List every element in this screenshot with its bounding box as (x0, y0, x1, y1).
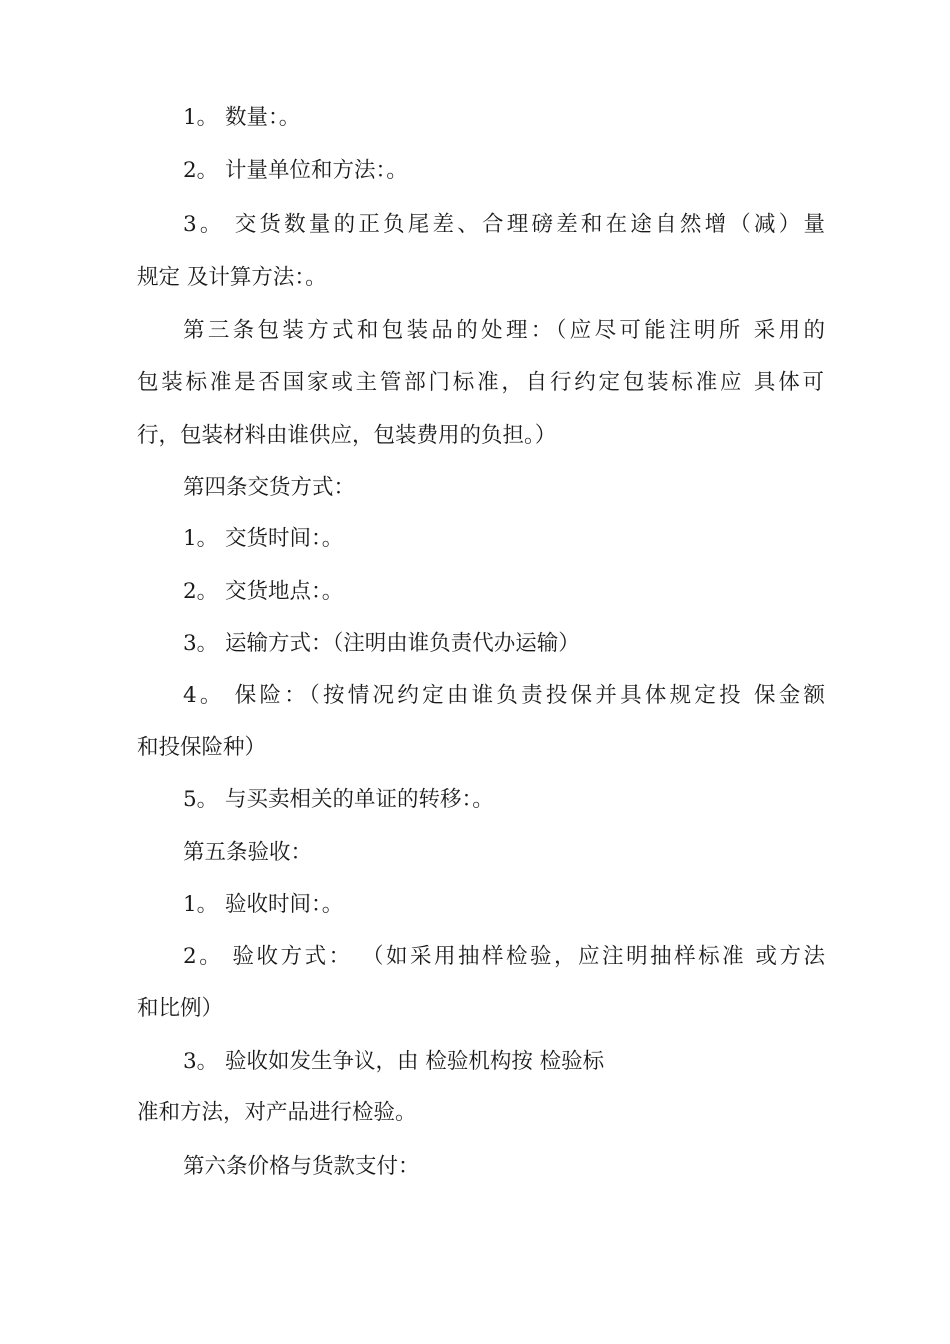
text-line: 3。 验收如发生争议，由 检验机构按 检验标 (183, 1049, 605, 1074)
text-line: 规定 及计算方法：。 (137, 265, 327, 290)
text-line: 第三条包装方式和包装品的处理：（应尽可能注明所 采用的 (183, 318, 825, 343)
text-line: 行，包装材料由谁供应，包装费用的负担。） (137, 423, 557, 448)
section-heading: 第五条验收： (183, 840, 313, 865)
text-line: 1。 验收时间：。 (183, 892, 344, 917)
text-line: 和投保险种） (137, 735, 267, 760)
text-line: 2。 交货地点：。 (183, 579, 344, 604)
text-line: 1。 数量：。 (183, 105, 301, 130)
text-line: 3。 运输方式：（注明由谁负责代办运输） (183, 631, 580, 656)
text-line: 准和方法，对产品进行检验。 (137, 1100, 417, 1125)
text-line: 和比例） (137, 996, 224, 1021)
section-heading: 第四条交货方式： (183, 475, 356, 500)
text-line: 2。 计量单位和方法：。 (183, 158, 408, 183)
text-line: 1。 交货时间：。 (183, 526, 344, 551)
text-line: 3。 交货数量的正负尾差、合理磅差和在途自然增（减）量 (183, 212, 825, 237)
section-heading: 第六条价格与货款支付： (183, 1154, 420, 1179)
text-line: 4。 保险：（按情况约定由谁负责投保并具体规定投 保金额 (183, 683, 825, 708)
text-line: 5。 与买卖相关的单证的转移：。 (183, 787, 494, 812)
text-line: 包装标准是否国家或主管部门标准，自行约定包装标准应 具体可 (137, 370, 824, 395)
text-line: 2。 验收方式： （如采用抽样检验，应注明抽样标准 或方法 (183, 944, 825, 969)
